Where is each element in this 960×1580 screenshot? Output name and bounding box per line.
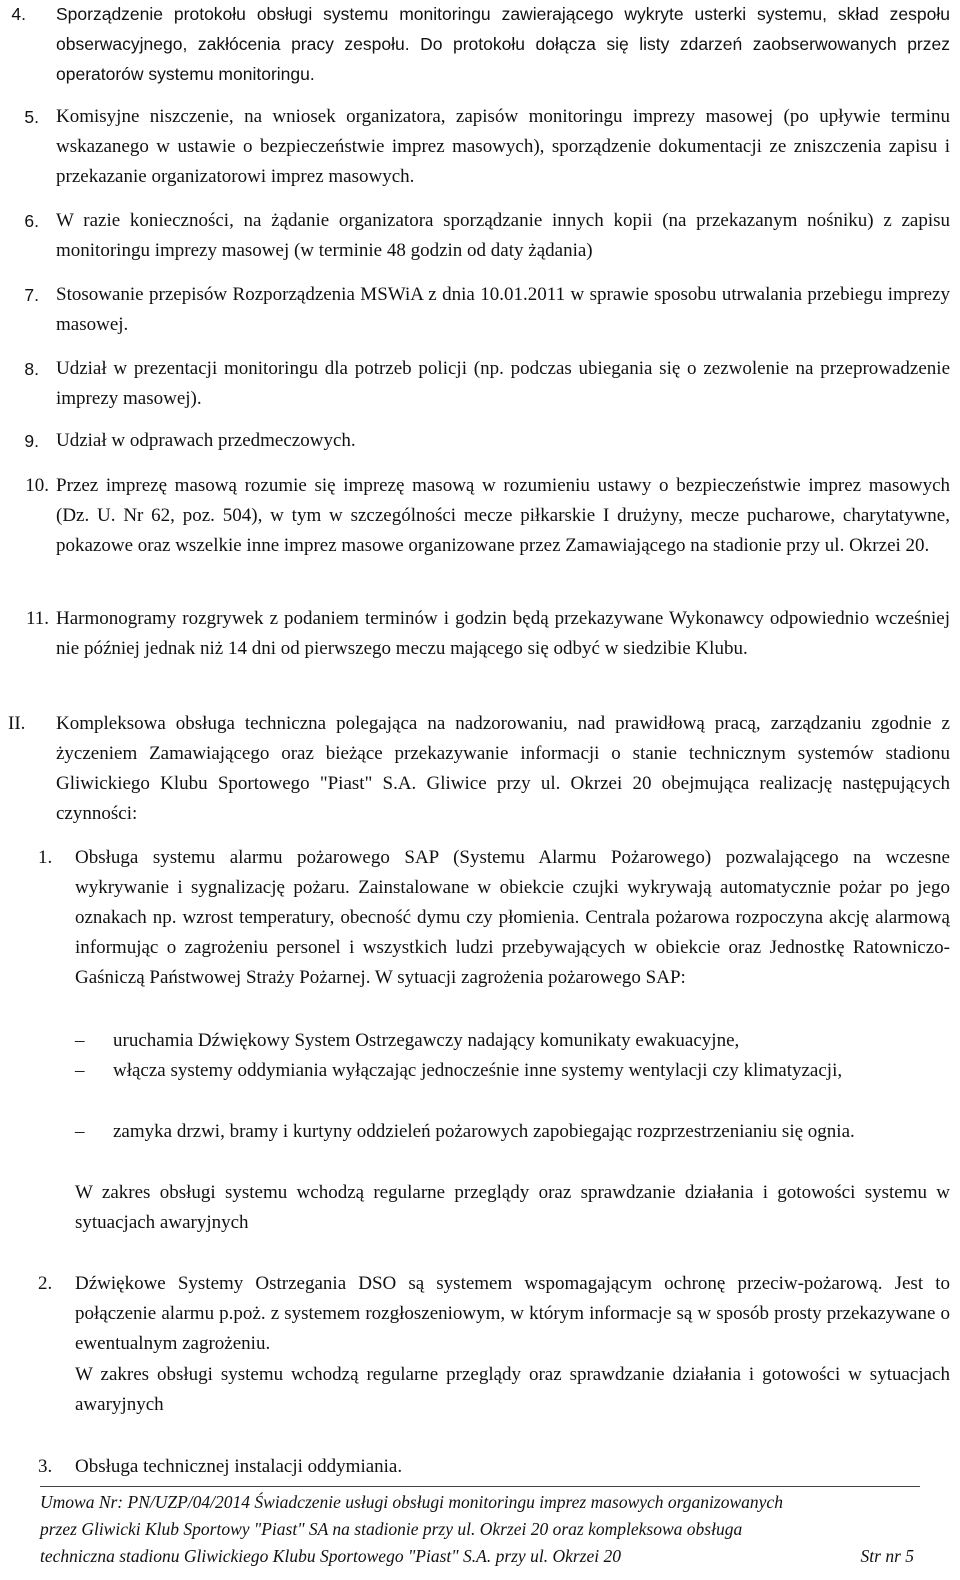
section-text: Kompleksowa obsługa techniczna polegająca na nadzorowaniu, nad prawidłową pracą, zarządzaniu zgodnie z życzeniem Zamawiającego oraz bieżące przekazywanie informacji o stanie technicznym systemów stadionu Gliwickiego Klubu Sportowego "Piast" S.A. Gliwice przy ul. Okrzei 20 obejmująca realizację następujących czynności: (56, 713, 950, 824)
dash-item-text: uruchamia Dźwiękowy System Ostrzegawczy nadający komunikaty ewakuacyjne, (113, 1030, 740, 1051)
list-item-number: 8. (24, 359, 39, 379)
list-item-number: 7. (24, 285, 39, 305)
list-item-text: Udział w prezentacji monitoringu dla potrzeb policji (np. podczas ubiegania się o zezwolenie na przeprowadzenie imprezy masowej). (56, 358, 950, 409)
page-number: Str nr 5 (860, 1546, 914, 1566)
dash-bullet: – (75, 1121, 85, 1142)
list-item-number: 9. (24, 431, 39, 451)
list-item-number: 5. (24, 107, 39, 127)
sub-item-closing-text: W zakres obsługi systemu wchodzą regularne przeglądy oraz sprawdzanie działania i gotowości systemu w sytuacjach awaryjnych (75, 1182, 950, 1233)
list-item-number: 10. (25, 475, 49, 496)
list-item-text: Przez imprezę masową rozumie się imprezę masową w rozumieniu ustawy o bezpieczeństwie imprez masowych (Dz. U. Nr 62, poz. 504), w tym w szczególności mecze piłkarskie I drużyny, mecze pucharowe, charytatywne, pokazowe oraz wszelkie inne imprez masowe organizowane przez Zamawiającego na stadionie przy ul. Okrzei 20. (56, 475, 950, 556)
section-number: II. (8, 713, 26, 734)
footer-line-3: techniczna stadionu Gliwickiego Klubu Sportowego "Piast" S.A. przy ul. Okrzei 20 (40, 1546, 621, 1566)
footer-line-1: Umowa Nr: PN/UZP/04/2014 Świadczenie usługi obsługi monitoringu imprez masowych organizowanych (40, 1492, 783, 1512)
list-item-text: Sporządzenie protokołu obsługi systemu monitoringu zawierającego wykryte usterki systemu, skład zespołu obserwacyjnego, zakłócenia pracy zespołu. Do protokołu dołącza się listy zdarzeń zaobserwowanych przez operatorów systemu monitoringu. (56, 4, 950, 84)
dash-bullet: – (75, 1060, 85, 1081)
list-item-text: Harmonogramy rozgrywek z podaniem terminów i godzin będą przekazywane Wykonawcy odpowiednio wcześniej nie później jednak niż 14 dni od pierwszego meczu mającego się odbyć w siedzibie Klubu. (56, 608, 950, 659)
list-item-text: Udział w odprawach przedmeczowych. (56, 430, 356, 451)
sub-item-number: 3. (38, 1456, 53, 1477)
sub-item-text: Dźwiękowe Systemy Ostrzegania DSO są systemem wspomagającym ochronę przeciw-pożarową. Jest to połączenie alarmu p.poż. z systemem rozgłoszeniowym, w którym informacje są w sposób prosty przekazywane o ewentualnym zagrożeniu. (75, 1273, 950, 1354)
dash-bullet: – (75, 1030, 85, 1051)
list-item-text: Komisyjne niszczenie, na wniosek organizatora, zapisów monitoringu imprezy masowej (po upływie terminu wskazanego w ustawie o bezpieczeństwie imprez masowych), sporządzenie dokumentacji ze zniszczenia zapisu i przekazanie organizatorowi imprez masowych. (56, 106, 950, 187)
sub-item-number: 1. (38, 847, 53, 868)
sub-item-text: Obsługa technicznej instalacji oddymiania. (75, 1456, 403, 1477)
sub-item-number: 2. (38, 1273, 53, 1294)
dash-item-text: włącza systemy oddymiania wyłączając jednocześnie inne systemy wentylacji czy klimatyzacji, (113, 1060, 843, 1081)
page-footer (40, 1486, 920, 1570)
sub-item-text: Obsługa systemu alarmu pożarowego SAP (Systemu Alarmu Pożarowego) pozwalającego na wczesne wykrywanie i sygnalizację pożaru. Zainstalowane w obiekcie czujki wykrywają automatycznie pożar po jego oznakach np. wzrost temperatury, obecność dymu czy płomienia. Centrala pożarowa rozpoczyna akcję alarmową informując o zagrożeniu personel i wszystkich ludzi przebywających w obiekcie oraz Jednostkę Ratowniczo-Gaśniczą Państwowej Straży Pożarnej. W sytuacji zagrożenia pożarowego SAP: (75, 847, 950, 988)
list-item-number: 6. (24, 211, 39, 231)
list-item-text: Stosowanie przepisów Rozporządzenia MSWiA z dnia 10.01.2011 w sprawie sposobu utrwalania przebiegu imprezy masowej. (56, 284, 950, 335)
list-item-number: 11. (25, 608, 49, 629)
footer-line-2: przez Gliwicki Klub Sportowy "Piast" SA na stadionie przy ul. Okrzei 20 oraz kompleksowa obsługa (40, 1519, 743, 1539)
list-item-text: W razie konieczności, na żądanie organizatora sporządzanie innych kopii (na przekazanym nośniku) z zapisu monitoringu imprezy masowej (w terminie 48 godzin od daty żądania) (56, 210, 950, 261)
list-item-number: 4. (11, 4, 26, 24)
dash-item-text: zamyka drzwi, bramy i kurtyny oddzieleń pożarowych zapobiegając rozprzestrzenianiu się ognia. (113, 1121, 855, 1142)
sub-item-closing-text: W zakres obsługi systemu wchodzą regularne przeglądy oraz sprawdzanie działania i gotowości w sytuacjach awaryjnych (75, 1364, 950, 1415)
